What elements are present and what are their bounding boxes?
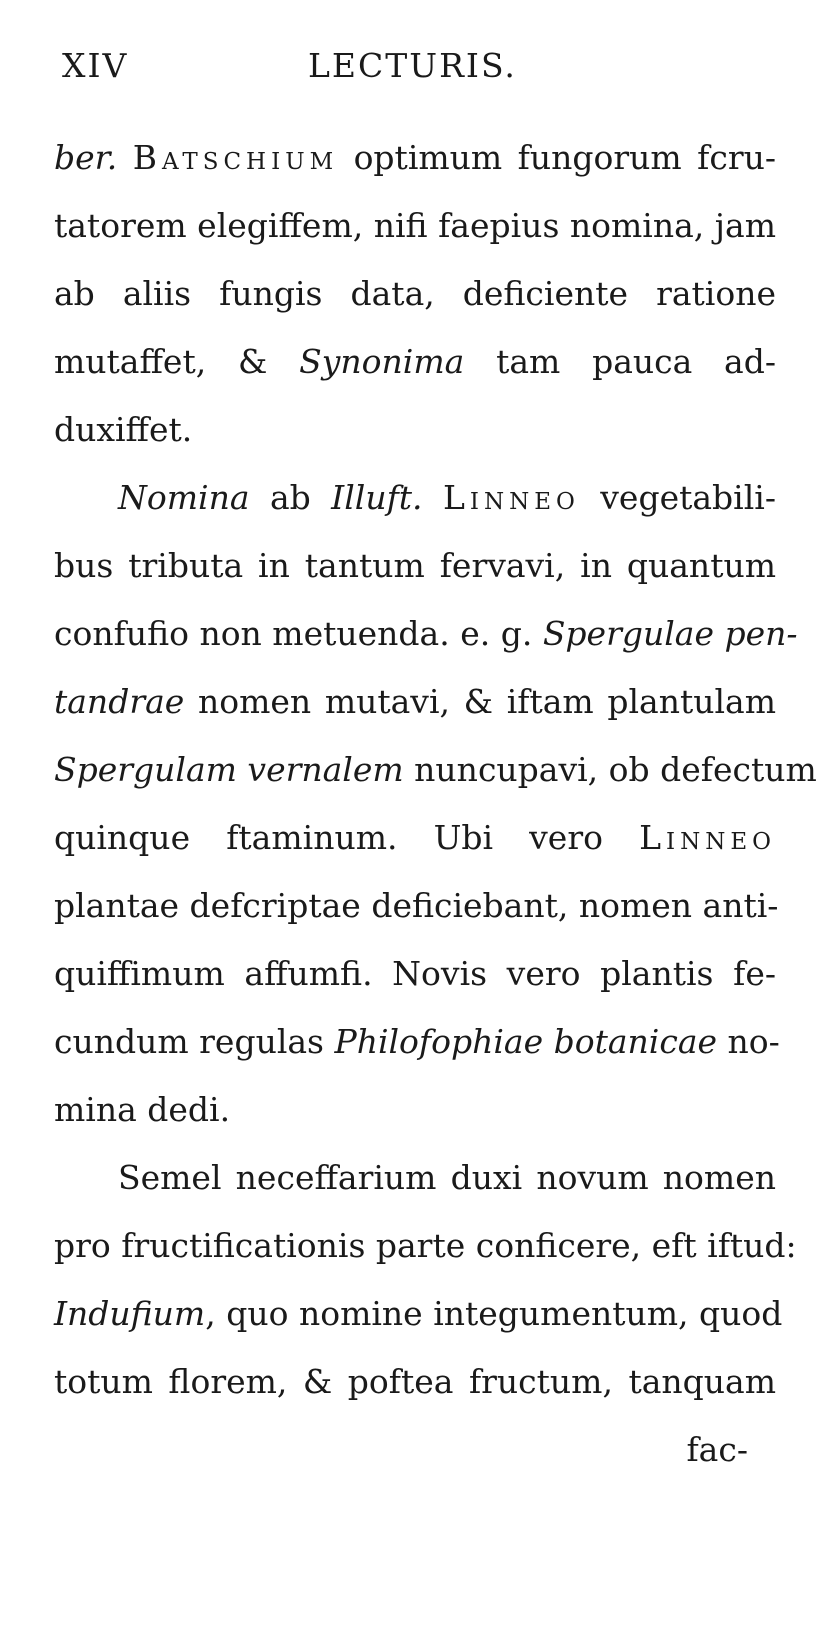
text-line: totum florem, & poftea fructum, tanquam <box>54 1362 776 1401</box>
page-number: XIV <box>62 46 129 85</box>
catchword: fac- <box>686 1430 748 1469</box>
text-line: tandrae nomen mutavi, & iftam plantulam <box>54 682 776 721</box>
text-line: duxiffet. <box>54 410 193 449</box>
text-line: Nomina ab Illuft. Linneo vegetabili- <box>118 478 776 517</box>
text-line: ab aliis fungis data, deficiente ratione <box>54 274 776 313</box>
text-line: tatorem elegiffem, nifi faepius nomina, jam <box>54 206 776 245</box>
text-line: plantae defcriptae deficiebant, nomen anti- <box>54 886 779 925</box>
text-line: mutaffet, & Synonima tam pauca ad- <box>54 342 777 381</box>
text-line: quiffimum affumfi. Novis vero plantis fe- <box>54 954 776 993</box>
text-line: confufio non metuenda. e. g. Spergulae pen- <box>54 614 798 653</box>
text-line: Semel neceffarium duxi novum nomen <box>118 1158 776 1197</box>
text-line: Indufium, quo nomine integumentum, quod <box>54 1294 783 1333</box>
page-header <box>62 46 772 96</box>
text-line: cundum regulas Philofophiae botanicae no- <box>54 1022 780 1061</box>
text-line: Spergulam vernalem nuncupavi, ob defectum <box>54 750 817 789</box>
text-line: pro fructificationis parte conficere, eft iftud: <box>54 1226 797 1265</box>
text-line: mina dedi. <box>54 1090 231 1129</box>
text-line: ber. Batschium optimum fungorum fcru- <box>54 138 776 177</box>
running-title: LECTURIS. <box>308 46 517 85</box>
text-line: bus tributa in tantum fervavi, in quantum <box>54 546 776 585</box>
text-line: quinque ftaminum. Ubi vero Linneo <box>54 818 776 857</box>
